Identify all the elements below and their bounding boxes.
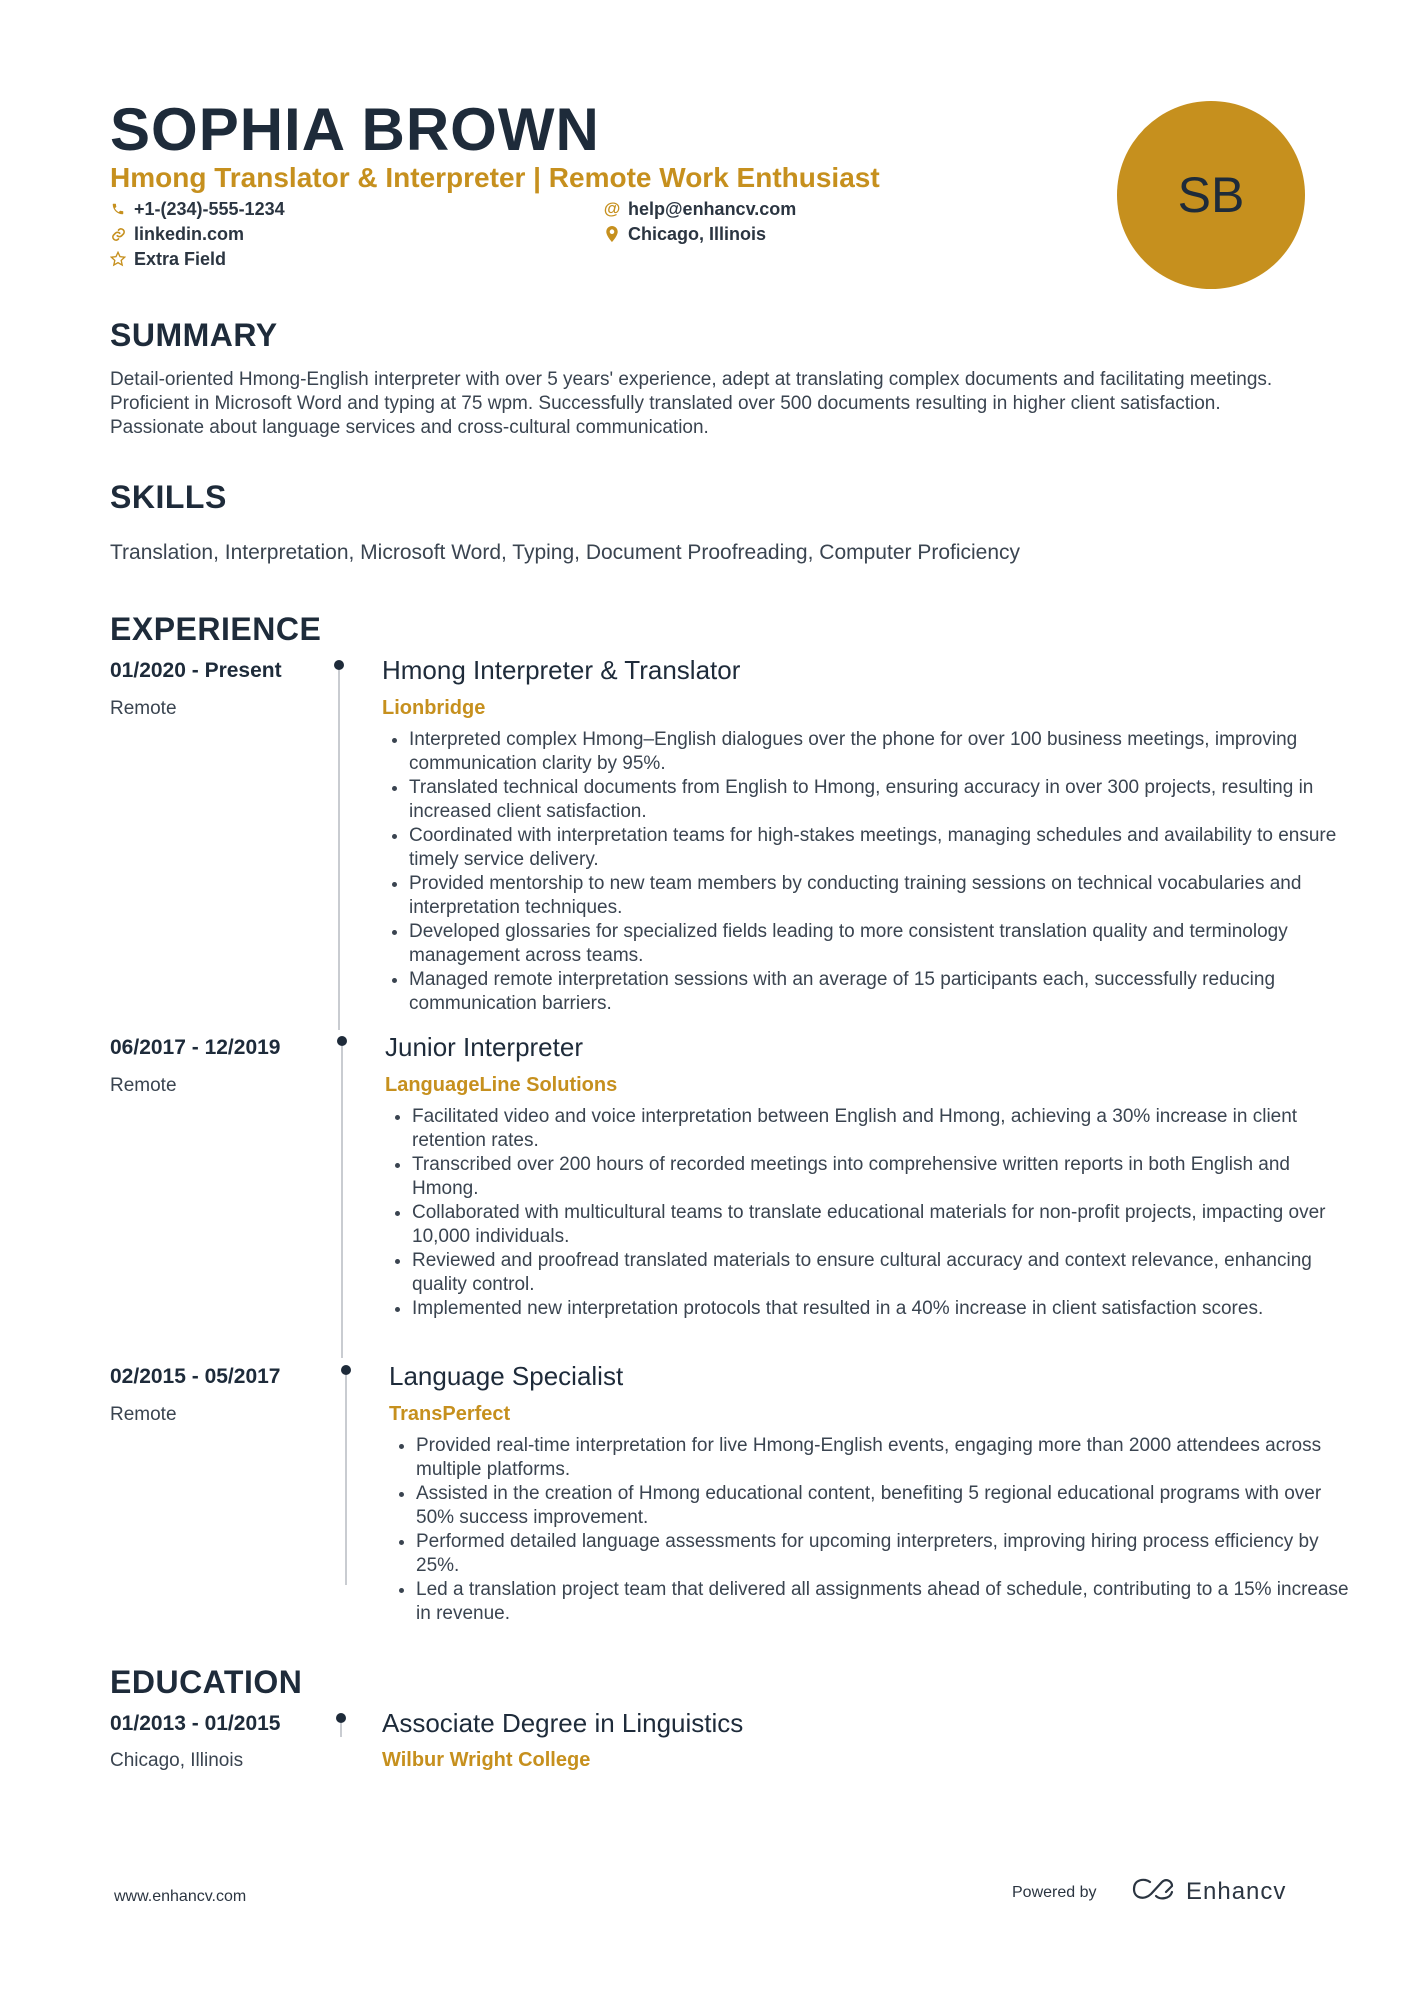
job-dates: 06/2017 - 12/2019 bbox=[110, 1036, 281, 1059]
job-bullet: • Performed detailed language assessments for upcoming interpreters, improving hiring process efficiency by 25%. bbox=[416, 1530, 1356, 1578]
phone-icon bbox=[110, 201, 126, 217]
job-company: TransPerfect bbox=[389, 1403, 511, 1425]
brand-name: Enhancv bbox=[1186, 1877, 1287, 1905]
footer-website[interactable]: www.enhancv.com bbox=[114, 1888, 247, 1905]
job-bullet: • Coordinated with interpretation teams for high-stakes meetings, managing schedules and availability to ensure timely service delivery. bbox=[409, 824, 1349, 872]
timeline-line bbox=[340, 1723, 342, 1737]
extra-field-text: Extra Field bbox=[134, 249, 227, 269]
education-heading: EDUCATION bbox=[110, 1664, 303, 1700]
job-bullet: • Translated technical documents from English to Hmong, ensuring accuracy in over 300 projects, resulting in increased client satisfaction. bbox=[409, 776, 1349, 824]
job-bullet: • Collaborated with multicultural teams to translate educational materials for non-profit projects, impacting over 10,000 individuals. bbox=[412, 1201, 1352, 1249]
job-bullet: • Implemented new interpretation protocols that resulted in a 40% increase in client satisfaction scores. bbox=[412, 1297, 1352, 1321]
location-text: Chicago, Illinois bbox=[628, 224, 767, 244]
job-role: Junior Interpreter bbox=[385, 1032, 583, 1062]
email-text: help@enhancv.com bbox=[628, 199, 797, 219]
avatar bbox=[1117, 101, 1305, 289]
job-bullets bbox=[385, 728, 1349, 1016]
candidate-name: SOPHIA BROWN bbox=[110, 96, 600, 163]
job-dates: 02/2015 - 05/2017 bbox=[110, 1365, 281, 1388]
job-bullet: • Reviewed and proofread translated materials to ensure cultural accuracy and context relevance, enhancing quality control. bbox=[412, 1249, 1352, 1297]
timeline-line bbox=[338, 670, 340, 1030]
education-location: Chicago, Illinois bbox=[110, 1750, 244, 1771]
job-bullet: • Interpreted complex Hmong–English dialogues over the phone for over 100 business meetings, improving communication clarity by 95%. bbox=[409, 728, 1349, 776]
job-location: Remote bbox=[110, 1075, 177, 1096]
summary-text: Detail-oriented Hmong-English interpreter with over 5 years' experience, adept at translating complex documents and facilitating meetings. Proficient in Microsoft Word and typing at 75 wpm. Successfully translated over 500 documents resulting in higher client satisfaction. Passionate about language services and cross-cultural communication. bbox=[110, 369, 1273, 438]
job-role: Language Specialist bbox=[389, 1361, 624, 1391]
job-bullet: • Led a translation project team that delivered all assignments ahead of schedule, contributing to a 15% increase in revenue. bbox=[416, 1578, 1356, 1626]
timeline-dot bbox=[336, 1713, 346, 1723]
contact-location bbox=[604, 222, 766, 246]
job-bullet: • Assisted in the creation of Hmong educational content, benefiting 5 regional educational programs with over 50% success improvement. bbox=[416, 1482, 1356, 1530]
link-icon bbox=[110, 226, 126, 242]
avatar-initials: SB bbox=[1177, 167, 1245, 223]
job-bullet: • Provided mentorship to new team members by conducting training sessions on technical vocabularies and interpretation techniques. bbox=[409, 872, 1349, 920]
timeline-line bbox=[341, 1046, 343, 1358]
job-dates: 01/2020 - Present bbox=[110, 659, 282, 682]
experience-heading: EXPERIENCE bbox=[110, 611, 322, 647]
job-bullet: • Transcribed over 200 hours of recorded meetings into comprehensive written reports in both English and Hmong. bbox=[412, 1153, 1352, 1201]
timeline-dot bbox=[337, 1036, 347, 1046]
headline: Hmong Translator & Interpreter | Remote Work Enthusiast bbox=[110, 162, 880, 193]
contact-email bbox=[604, 197, 796, 221]
skills-text: Translation, Interpretation, Microsoft Word, Typing, Document Proofreading, Computer Proficiency bbox=[110, 541, 1021, 564]
job-bullet: • Developed glossaries for specialized fields leading to more consistent translation quality and terminology management across teams. bbox=[409, 920, 1349, 968]
job-company: LanguageLine Solutions bbox=[385, 1074, 618, 1096]
skills-heading: SKILLS bbox=[110, 479, 227, 515]
job-bullet: • Facilitated video and voice interpretation between English and Hmong, achieving a 30% increase in client retention rates. bbox=[412, 1105, 1352, 1153]
education-school: Wilbur Wright College bbox=[382, 1749, 591, 1771]
enhancv-logo-icon bbox=[1130, 1876, 1176, 1907]
job-bullets bbox=[388, 1105, 1352, 1321]
timeline-dot bbox=[334, 660, 344, 670]
job-bullet: • Provided real-time interpretation for live Hmong-English events, engaging more than 2000 attendees across multiple platforms. bbox=[416, 1434, 1356, 1482]
timeline-dot bbox=[341, 1365, 351, 1375]
summary-heading: SUMMARY bbox=[110, 317, 278, 353]
star-icon bbox=[110, 251, 126, 267]
location-pin-icon bbox=[604, 226, 620, 242]
brand-logo[interactable] bbox=[1130, 1876, 1286, 1907]
at-icon: @ bbox=[603, 199, 621, 218]
contact-phone bbox=[110, 197, 285, 221]
job-bullets bbox=[392, 1434, 1356, 1626]
job-bullet: • Managed remote interpretation sessions with an average of 15 participants each, successfully reducing communication barriers. bbox=[409, 968, 1349, 1016]
education-degree: Associate Degree in Linguistics bbox=[382, 1708, 744, 1738]
phone-text: +1-(234)-555-1234 bbox=[134, 199, 285, 219]
linkedin-text: linkedin.com bbox=[134, 224, 245, 244]
contact-extra bbox=[110, 247, 226, 271]
timeline-line bbox=[345, 1375, 347, 1585]
job-location: Remote bbox=[110, 698, 177, 719]
contact-linkedin bbox=[110, 222, 244, 246]
powered-by-text: Powered by bbox=[1012, 1884, 1097, 1901]
education-dates: 01/2013 - 01/2015 bbox=[110, 1712, 281, 1735]
job-company: Lionbridge bbox=[382, 697, 486, 719]
job-location: Remote bbox=[110, 1404, 177, 1425]
job-role: Hmong Interpreter & Translator bbox=[382, 655, 741, 685]
